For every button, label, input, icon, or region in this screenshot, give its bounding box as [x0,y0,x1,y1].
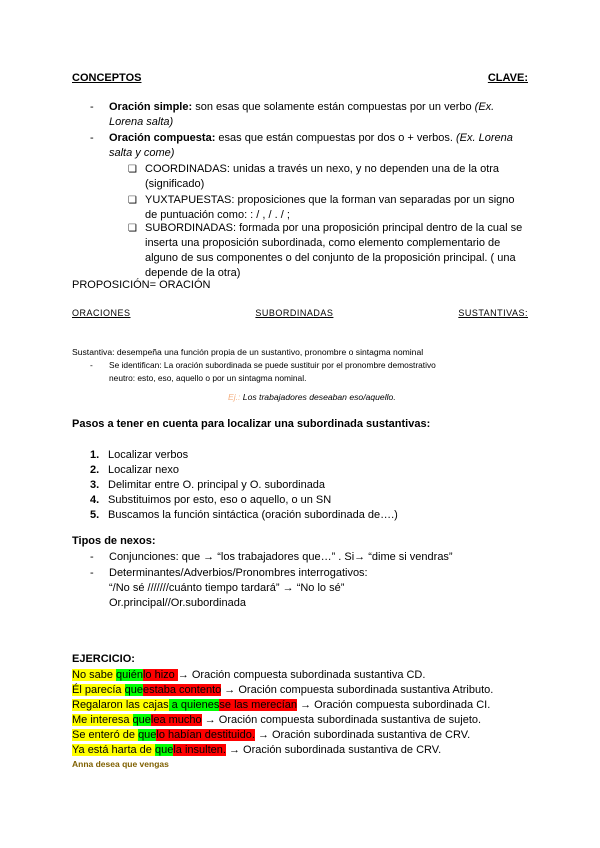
simple-ex1: (Ex. [474,101,495,113]
checkbox-icon: ❏ [128,223,137,234]
det-line1: Determinantes/Adverbios/Pronombres interrogativos: [109,567,368,579]
pasos-list [90,448,398,523]
subordinadas-line4: depende de la otra) [145,267,241,279]
header-right: CLAVE: [487,72,528,84]
ejercicio-line: Se enteró de quelo habían destituido. → Oración subordinada sustantiva de CRV. [72,729,471,741]
simple-text: son esas que solamente están compuestas por un verbo [192,101,475,113]
title-word-1: ORACIONES [72,308,131,318]
coordinadas-line1: COORDINADAS: unidas a través un nexo, y no dependen una de la otra [145,163,500,175]
subordinadas-line2: inserta una proposición subordinada, como elemento complementario de [145,237,501,249]
compuesta-text: esas que están compuestas por dos o + verbos. [215,132,456,144]
identify-line2: neutro: esto, eso, aquello o por un sintagma nominal. [109,373,307,383]
tipos-conj: - Conjunciones: que → “los trabajadores que…” . Si→ “dime si vendras” [90,551,453,563]
proposicion-line: PROPOSICIÓN= ORACIÓN [72,279,211,291]
concept-compuesta: - Oración compuesta: esas que están compuestas por dos o + verbos. (Ex. Lorena salta y come) [90,132,513,159]
title-word-3: SUSTANTIVAS: [458,308,528,318]
tipos-title: Tipos de nexos: [72,535,156,547]
sub-yuxtapuestas [128,193,528,223]
ejercicio-lines [72,668,493,758]
header-row [72,72,528,84]
sustantiva-def: Sustantiva: desempeña una función propia de un sustantivo, pronombre o sintagma nominal [72,347,424,357]
title-word-2: SUBORDINADAS [255,308,334,318]
example-text: Los trabajadores deseaban eso/aquello. [240,392,396,402]
list-item: 4. Substituimos por esto, eso o aquello, o un SN [90,494,332,506]
subordinadas-line3: alguno de sus componentes o del conjunto de la proposición principal. ( una [145,252,516,264]
conj-text: Conjunciones: que → “los trabajadores que…” . Si→ “dime si vendras” [109,551,453,563]
ejercicio-line: Él parecía queestaba contento → Oración compuesta subordinada sustantiva Atributo. [72,684,494,696]
compuesta-ex2: salta y come) [109,147,175,159]
compuesta-ex1: (Ex. Lorena [455,132,513,144]
ejercicio-last: Anna desea que vengas [72,759,169,769]
checkbox-icon: ❏ [128,164,137,175]
pasos-title: Pasos a tener en cuenta para localizar una subordinada sustantivas: [72,418,431,430]
ejercicio-line: Ya está harta de quela insulten. → Oración subordinada sustantiva de CRV. [72,744,442,756]
det-line2: “/No sé ///////cuánto tiempo tardará” → “No lo sé” [109,582,345,594]
sub-coordinadas [128,162,528,192]
det-line3: Or.principal//Or.subordinada [109,597,246,609]
ejercicio-line: Regalaron las cajas a quienesse las merecían → Oración compuesta subordinada CI. [72,699,491,711]
yuxtapuestas-line1: YUXTAPUESTAS: proposiciones que la forman van separadas por un signo [145,194,515,206]
subordinadas-line1: SUBORDINADAS: formada por una proposición principal dentro de la cual se [145,222,523,234]
list-item: 2. Localizar nexo [90,464,179,476]
section2-example [228,392,396,402]
ejercicio-line: No sabe quiénlo hizo → Oración compuesta subordinada sustantiva CD. [72,669,426,681]
coordinadas-line2: (significado) [145,178,205,190]
section2-title [72,308,528,318]
example-prefix: Ej.: [228,392,241,402]
sub-subordinadas [128,221,528,281]
ejercicio-line: Me interesa quelea mucho → Oración compuesta subordinada sustantiva de sujeto. [72,714,482,726]
simple-label: Oración simple: [109,101,193,113]
identify-line1: Se identifican: La oración subordinada se puede sustituir por el pronombre demostrativo [109,360,436,370]
list-item: 5. Buscamos la función sintáctica (oración subordinada de….) [90,509,398,521]
ejercicio-title: EJERCICIO: [72,653,135,665]
tipos-det: - Determinantes/Adverbios/Pronombres interrogativos: “/No sé ///////cuánto tiempo tardará” → “No lo sé” Or.principal//Or.subordinada [90,567,368,609]
checkbox-icon: ❏ [128,195,137,206]
header-left: CONCEPTOS [72,72,142,84]
compuesta-label: Oración compuesta: [109,132,216,144]
yuxtapuestas-line2: de puntuación como: : / , / . / ; [145,209,290,221]
simple-ex2: Lorena salta) [109,116,174,128]
list-item: 1. Localizar verbos [90,449,189,461]
identify-block: - Se identifican: La oración subordinada se puede sustituir por el pronombre demostrativo neutro: esto, eso, aquello o por un sintagma nominal. [90,360,436,383]
list-item: 3. Delimitar entre O. principal y O. subordinada [90,479,326,491]
concept-simple: - Oración simple: son esas que solamente están compuestas por un verbo (Ex. Lorena salta) [90,101,495,128]
